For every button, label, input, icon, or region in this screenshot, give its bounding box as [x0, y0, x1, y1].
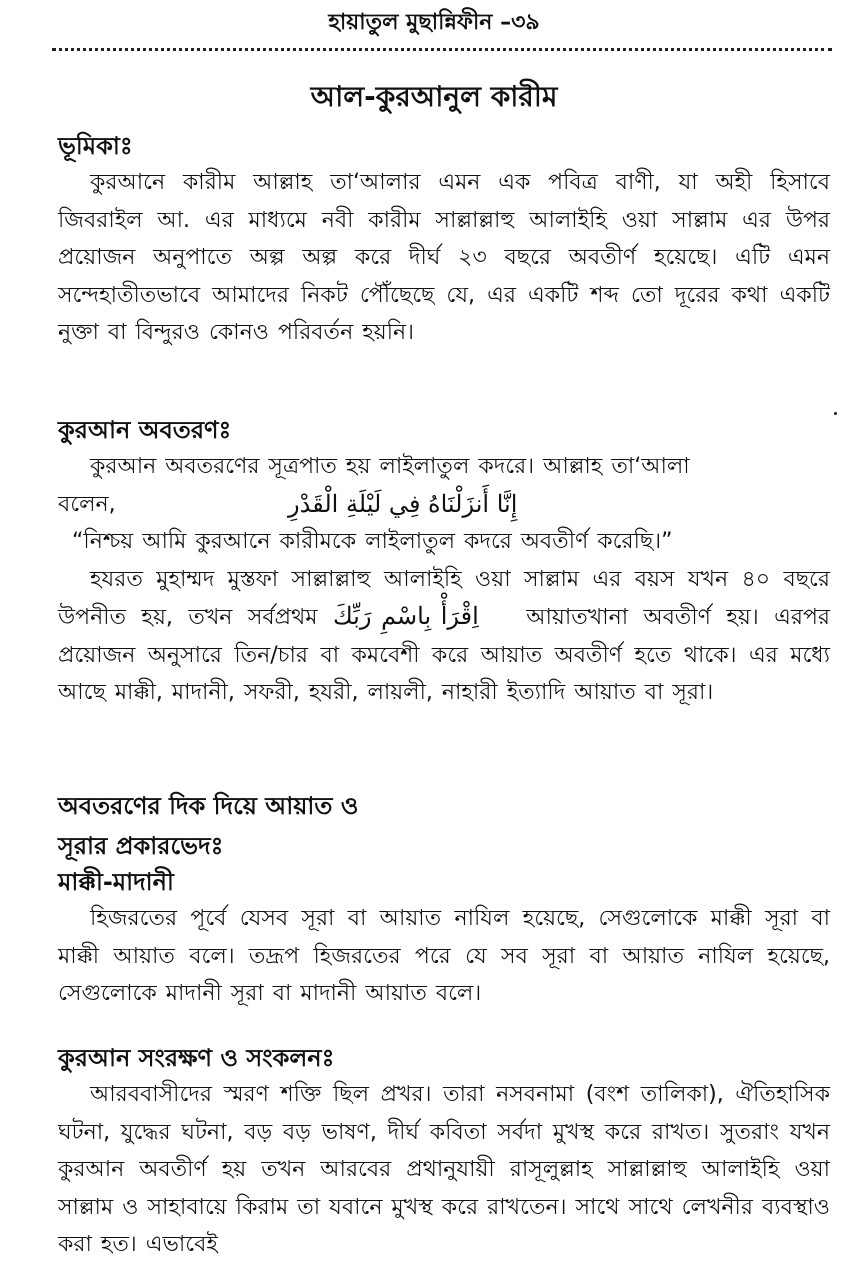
revelation-said: বলেন, — [58, 491, 116, 517]
revelation-verse-line — [58, 486, 830, 524]
section-types — [58, 788, 830, 1013]
scan-speck — [834, 412, 837, 415]
arabic-verse-qadr: إِنَّا أَنزَلْنَاهُ فِي لَيْلَةِ الْقَدْرِ — [288, 489, 518, 518]
subheading-makki-madani: মাক্কী-মাদানী — [58, 868, 174, 896]
verse-translation: “নিশ্চয় আমি কুরআনে কারীমকে লাইলাতুল কদরে অবতীর্ণ করেছি।” — [72, 529, 673, 554]
revelation-paragraph-1: কুরআন অবতরণের সূত্রপাত হয় লাইলাতুল কদরে। আল্লাহ তা‘আলা — [90, 454, 690, 479]
header-divider — [52, 48, 832, 51]
running-header: হায়াতুল মুছান্নিফীন –৩৯ — [328, 10, 540, 35]
section-intro — [58, 128, 830, 352]
section-heading-revelation: কুরআন অবতরণঃ — [58, 416, 232, 444]
revelation-text-2a: হযরত মুহাম্মদ মুস্তফা সাল্লাল্লাহু আলাইহি ওয়া সাল্লাম এর বয়স যখন ৪০ বছরে উপনীত হয়, তখন সর্বপ্রথম — [58, 566, 830, 630]
section-revelation — [58, 412, 830, 712]
intro-paragraph: কুরআনে কারীম আল্লাহ তা‘আলার এমন এক পবিত্র বাণী, যা অহী হিসাবে জিবরাইল আ. এর মাধ্যমে নবী কারীম সাল্লাল্লাহু আলাইহি ওয়া সাল্লাম এর উপর প্রয়োজন অনুপাতে অল্প অল্প করে দীর্ঘ ২৩ বছরে অবতীর্ণ হয়েছে। এটি এমন সন্দেহাতীতভাবে আমাদের নিকট পৌঁছেছে যে, এর একটি শব্দ তো দূরের কথা একটি নুক্তা বা বিন্দুরও কোনও পরিবর্তন হয়নি। — [58, 170, 830, 345]
arabic-verse-iqra: اِقْرَأْ بِاسْمِ رَبِّكَ — [332, 602, 479, 630]
page-title: আল-কুরআনুল কারীম — [310, 80, 558, 113]
section-heading-types-1: অবতরণের দিক দিয়ে আয়াত ও — [58, 792, 359, 820]
revelation-text-2b: আয়াতখানা অবতীর্ণ হয়। এরপর প্রয়োজন অনুসারে তিন/চার বা কমবেশী করে আয়াত অবতীর্ণ হতে থাকে। এর মধ্যে আছে মাক্কী, মাদানী, সফরী, হযরী, লায়লী, নাহারী ইত্যাদি আয়াত বা সূরা। — [58, 605, 830, 705]
section-heading-intro: ভূমিকাঃ — [58, 132, 133, 160]
section-heading-types-2: সূরার প্রকারভেদঃ — [58, 832, 224, 860]
section-heading-preservation: কুরআন সংরক্ষণ ও সংকলনঃ — [58, 1044, 335, 1072]
section-preservation — [58, 1040, 830, 1264]
preservation-paragraph: আরববাসীদের স্মরণ শক্তি ছিল প্রখর। তারা নসবনামা (বংশ তালিকা), ঐতিহাসিক ঘটনা, যুদ্ধের ঘটনা, বড় বড় ভাষণ, দীর্ঘ কবিতা সর্বদা মুখস্থ করে রাখত। সুতরাং যখন কুরআন অবতীর্ণ হয় তখন আরবের প্রথানুযায়ী রাসূলুল্লাহ সাল্লাল্লাহু আলাইহি ওয়া সাল্লাম ও সাহাবায়ে কিরাম তা যবানে মুখস্থ করে রাখতেন। সাথে সাথে লেখনীর ব্যবস্থাও করা হত। এভাবেই — [58, 1082, 830, 1257]
revelation-paragraph-2 — [58, 561, 830, 712]
types-paragraph: হিজরতের পূর্বে যেসব সূরা বা আয়াত নাযিল হয়েছে, সেগুলোকে মাক্কী সূরা বা মাক্কী আয়াত বলে। তদ্রূপ হিজরতের পরে যে সব সূরা বা আয়াত নাযিল হয়েছে, সেগুলোকে মাদানী সূরা বা মাদানী আয়াত বলে। — [58, 906, 830, 1006]
